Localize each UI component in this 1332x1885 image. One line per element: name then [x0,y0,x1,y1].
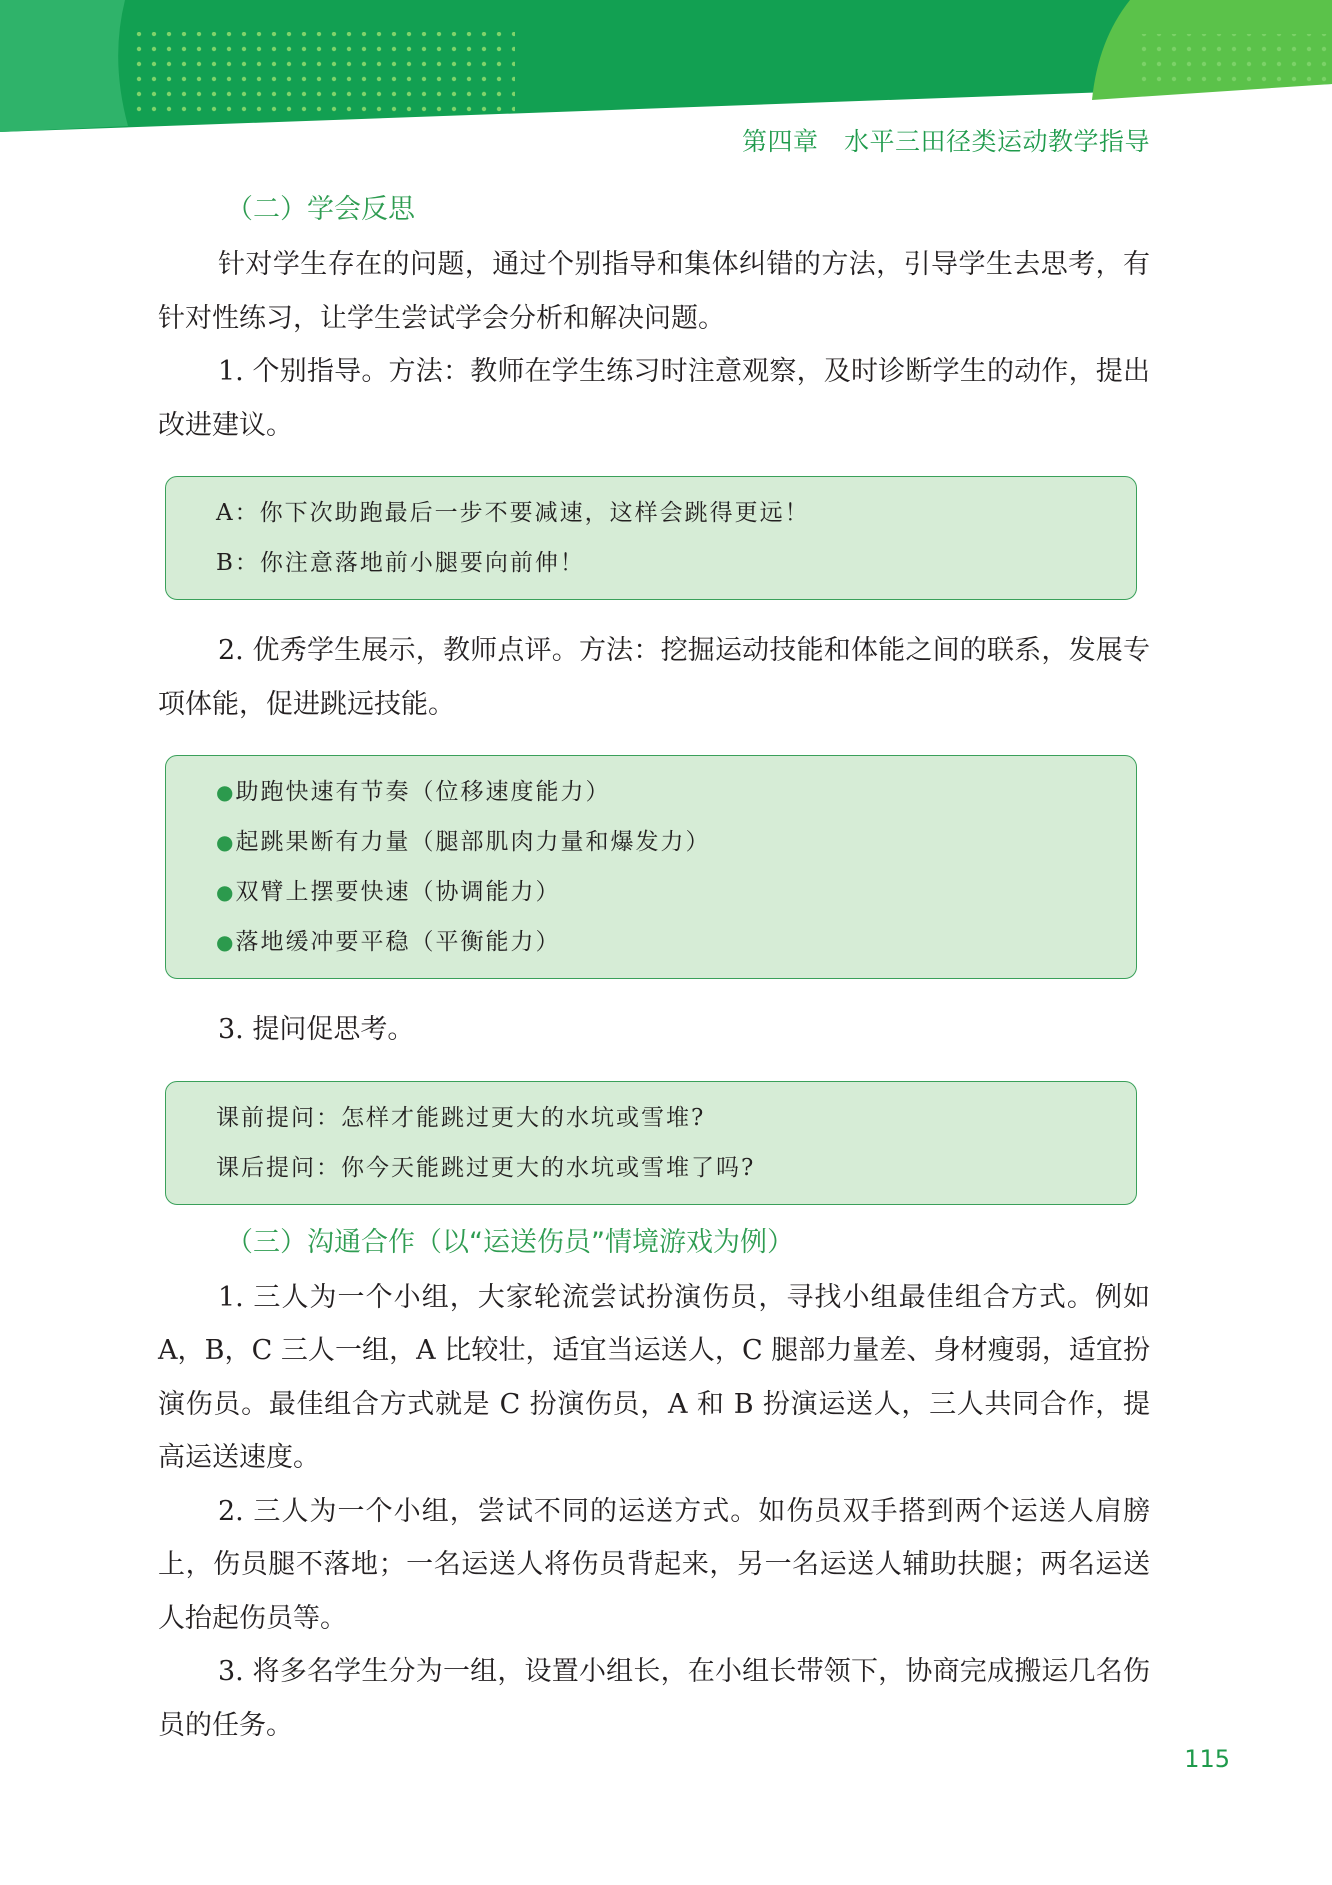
callout-bullet-item: ●双臂上摆要快速（协调能力） [216,879,561,905]
callout-line: 课后提问：你今天能跳过更大的水坑或雪堆了吗? [216,1154,756,1181]
dialogue-callout [165,476,1137,600]
page-number: 115 [1184,1745,1230,1773]
callout-line: B：你注意落地前小腿要向前伸！ [216,550,585,576]
callout-bullet-item: ●落地缓冲要平稳（平衡能力） [216,929,561,955]
paragraph: 针对学生存在的问题，通过个别指导和集体纠错的方法，引导学生去思考，有针对性练习，让学生尝试学会分析和解决问题。 [158,249,1150,334]
callout-line: 课前提问：怎样才能跳过更大的水坑或雪堆? [216,1104,706,1131]
page-content [158,190,1150,1752]
paragraph: 2. 优秀学生展示，教师点评。方法：挖掘运动技能和体能之间的联系，发展专项体能，促进跳远技能。 [158,635,1150,720]
callout-bullet-item: ●助跑快速有节奏（位移速度能力） [216,779,611,805]
bullet-icon: ● [216,780,236,804]
paragraph: 1. 三人为一个小组，大家轮流尝试扮演伤员，寻找小组最佳组合方式。例如 A，B，C 三人一组，A 比较壮，适宜当运送人，C 腿部力量差、身材瘦弱，适宜扮演伤员。最佳组合方式就是 C 扮演伤员，A 和 B 扮演运送人，三人共同合作，提高运送速度。 [158,1281,1150,1473]
paragraph: 2. 三人为一个小组，尝试不同的运送方式。如伤员双手搭到两个运送人肩膀上，伤员腿不落地；一名运送人将伤员背起来，另一名运送人辅助扶腿；两名运送人抬起伤员等。 [158,1495,1150,1634]
section-heading-reflect: （二）学会反思 [226,194,415,225]
bullet-icon: ● [216,930,236,954]
running-head: 第四章 水平三田径类运动教学指导 [741,127,1150,156]
questions-callout [165,1081,1137,1205]
section-heading-cooperation: （三）沟通合作（以“运送伤员”情境游戏为例） [226,1226,794,1258]
callout-line: A：你下次助跑最后一步不要减速，这样会跳得更远！ [216,500,810,526]
callout-bullet-item: ●起跳果断有力量（腿部肌肉力量和爆发力） [216,829,711,855]
paragraph: 1. 个别指导。方法：教师在学生练习时注意观察，及时诊断学生的动作，提出改进建议。 [158,356,1150,441]
paragraph: 3. 提问促思考。 [218,1014,415,1045]
bullet-icon: ● [216,880,236,904]
paragraph: 3. 将多名学生分为一组，设置小组长，在小组长带领下，协商完成搬运几名伤员的任务。 [158,1656,1150,1741]
bullet-icon: ● [216,830,236,854]
header-banner [0,0,1332,140]
skills-callout [165,755,1137,979]
